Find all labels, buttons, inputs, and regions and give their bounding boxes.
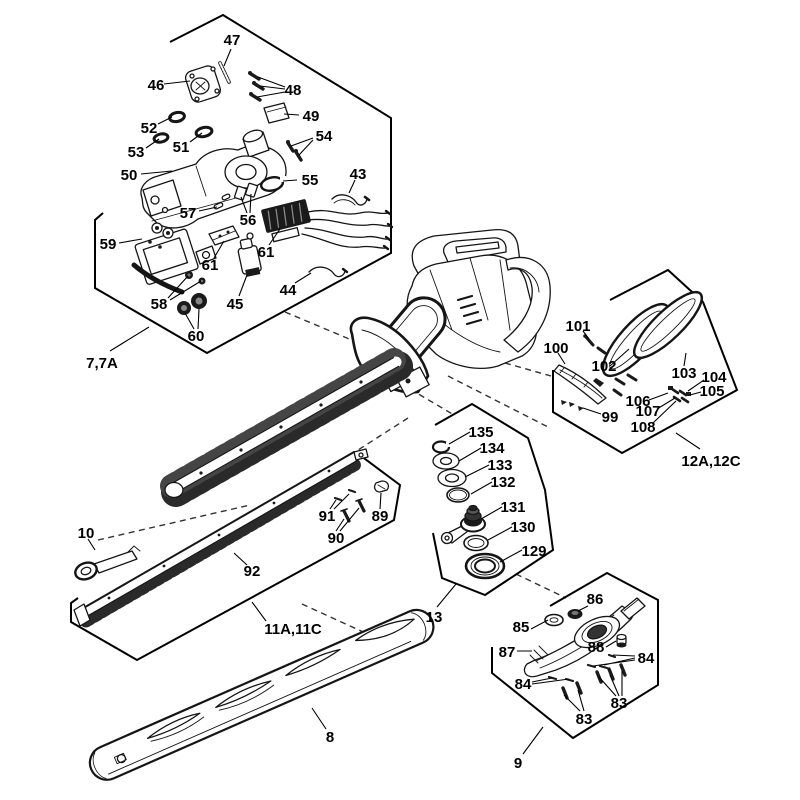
dashed-line (516, 574, 566, 598)
bushing-88 (617, 635, 627, 648)
part-label-105: 105 (699, 383, 725, 400)
ring-132 (447, 488, 469, 502)
part-label-46: 46 (147, 77, 165, 94)
screws-99 (561, 400, 584, 411)
part-label-108: 108 (630, 419, 656, 436)
clip-89 (375, 481, 389, 492)
blade-cover-8 (85, 605, 439, 786)
part-label-50: 50 (120, 167, 138, 184)
wrench-10 (73, 546, 140, 582)
part-label-51: 51 (172, 139, 190, 156)
part-label-91: 91 (318, 508, 336, 525)
motor-46 (184, 64, 222, 104)
part-label-54: 54 (315, 128, 333, 145)
part-label-59: 59 (99, 236, 117, 253)
part-label-99: 99 (601, 409, 619, 426)
part-label-131: 131 (500, 499, 526, 516)
part-label-102: 102 (591, 358, 617, 375)
part-label-49: 49 (302, 108, 320, 125)
part-label-92: 92 (243, 563, 261, 580)
part-label-85: 85 (512, 619, 530, 636)
part-label-84: 84 (637, 650, 655, 667)
part-label-101: 101 (565, 318, 591, 335)
cam-131 (442, 506, 486, 544)
part-label-86: 86 (586, 591, 604, 608)
part-label-132: 132 (490, 474, 516, 491)
part-label-52: 52 (140, 120, 158, 137)
group-label-7-7A: 7,7A (86, 355, 118, 372)
part-label-53: 53 (127, 144, 145, 161)
part-label-45: 45 (226, 296, 244, 313)
part-label-83: 83 (610, 695, 628, 712)
group-label-13: 13 (425, 609, 443, 626)
grommets-60 (177, 293, 207, 315)
part-label-83: 83 (575, 711, 593, 728)
main-blade (165, 358, 399, 498)
washer-134 (433, 453, 459, 469)
part-label-44: 44 (279, 282, 297, 299)
screws-48 (248, 71, 263, 100)
part-label-47: 47 (223, 32, 241, 49)
lower-cover-87 (524, 598, 645, 677)
part-label-135: 135 (468, 424, 494, 441)
bolts-90 (341, 499, 364, 521)
part-label-107: 107 (635, 403, 661, 420)
part-label-129: 129 (521, 543, 547, 560)
wire-harness (302, 211, 392, 249)
labels-layer (78, 32, 741, 772)
pcb-61 (209, 226, 239, 245)
washer-133 (438, 470, 466, 487)
washer-130 (464, 536, 488, 551)
retainer-135 (433, 442, 451, 453)
part-label-90: 90 (327, 530, 345, 547)
wire-43 (332, 195, 369, 205)
connector-61 (261, 199, 314, 243)
cap-86 (568, 609, 583, 619)
part-label-89: 89 (371, 508, 389, 525)
part-label-106: 106 (625, 393, 651, 410)
part-label-48: 48 (284, 82, 302, 99)
part-label-103: 103 (671, 365, 697, 382)
part-label-61: 61 (201, 257, 219, 274)
group-label-12A-12C: 12A,12C (681, 453, 741, 470)
part-label-88: 88 (587, 639, 605, 656)
part-label-56: 56 (239, 212, 257, 229)
washer-129 (466, 554, 504, 578)
part-label-133: 133 (487, 457, 513, 474)
screw-101 (583, 334, 593, 345)
part-label-130: 130 (510, 519, 536, 536)
part-label-10: 10 (77, 525, 95, 542)
part-label-100: 100 (543, 340, 569, 357)
part-label-55: 55 (301, 172, 319, 189)
group-label-11A-11C: 11A,11C (264, 621, 322, 638)
group-label-9: 9 (513, 755, 523, 772)
part-label-60: 60 (187, 328, 205, 345)
part-label-134: 134 (479, 440, 505, 457)
part-label-84: 84 (514, 676, 532, 693)
part-label-87: 87 (498, 644, 516, 661)
part-label-8: 8 (325, 729, 335, 746)
part-label-58: 58 (150, 296, 168, 313)
wire-44 (309, 267, 347, 276)
dashed-line (505, 363, 551, 376)
part-label-43: 43 (349, 166, 367, 183)
part-label-104: 104 (701, 369, 727, 386)
cover-49 (264, 103, 289, 123)
part-label-57: 57 (179, 205, 197, 222)
part-label-61: 61 (257, 244, 275, 261)
